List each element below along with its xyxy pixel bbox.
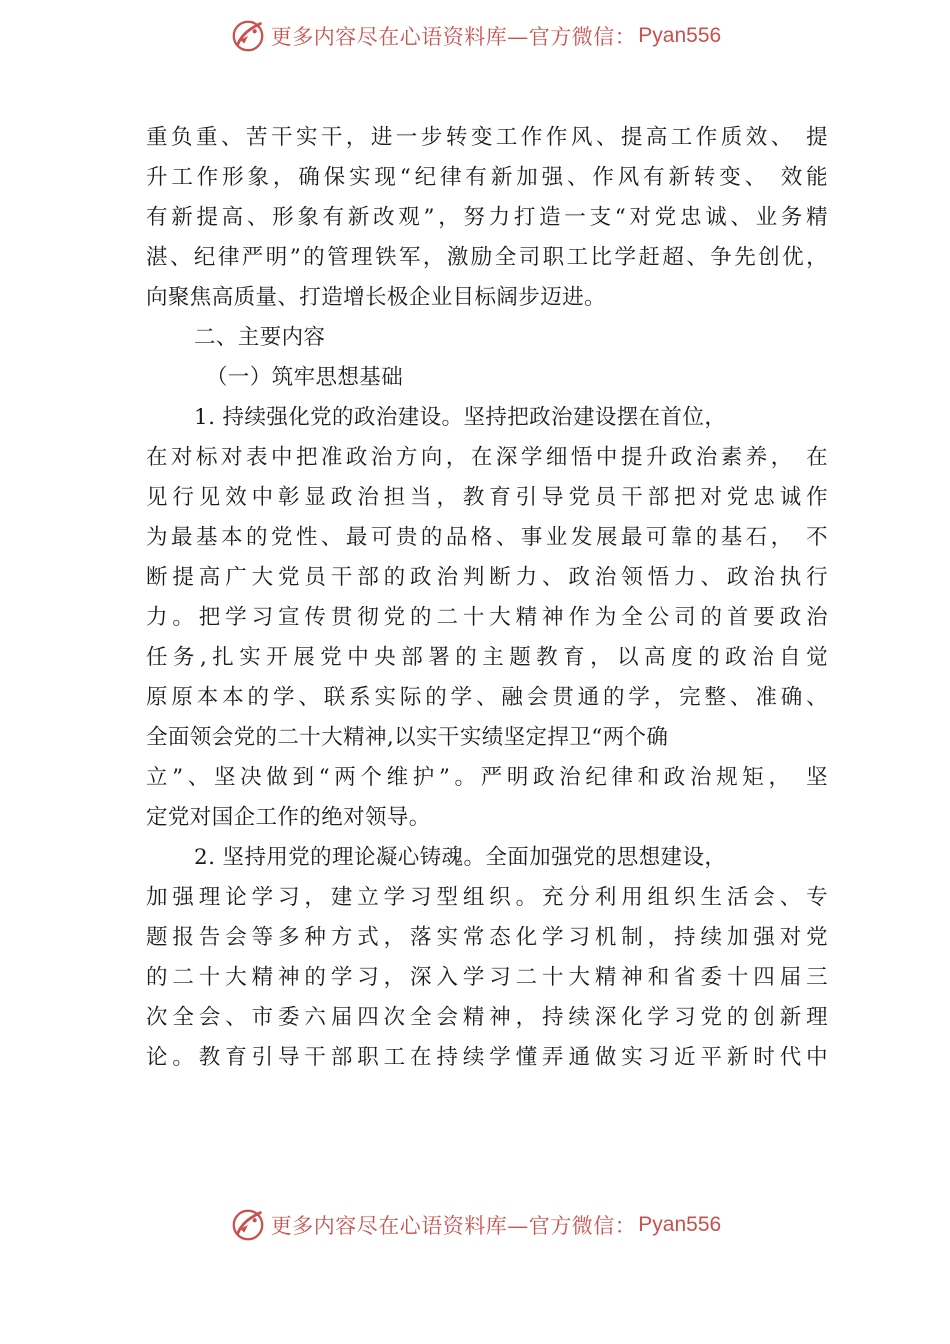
body-line: 为最基本的党性、最可贵的品格、事业发展最可靠的基石， 不: [146, 525, 828, 550]
banner-wechat-handle: Pyan556: [638, 1213, 722, 1236]
body-line: 原原本本的学、联系实际的学、融会贯通的学，完整、准确、: [146, 685, 828, 710]
pen-logo-icon: [229, 17, 267, 55]
banner-text: 更多内容尽在心语资料库—官方微信：: [270, 25, 637, 49]
footer-banner: [0, 1203, 950, 1247]
body-line: 全面领会党的二十大精神,以实干实绩坚定捍卫“两个确: [146, 725, 669, 750]
header-banner: [0, 14, 950, 58]
body-line: 的二十大精神的学习，深入学习二十大精神和省委十四届三: [146, 965, 828, 990]
section-heading: 二、主要内容: [194, 325, 326, 350]
body-line: 湛、纪律严明”的管理铁军，激励全司职工比学赶超、争先创优，: [146, 245, 828, 270]
body-line: 重负重、苦干实干，进一步转变工作作风、提高工作质效、 提: [146, 125, 828, 150]
body-line: 定党对国企工作的绝对领导。: [146, 805, 431, 830]
body-line: 题报告会等多种方式，落实常态化学习机制，持续加强对党: [146, 925, 828, 950]
body-line: 次全会、市委六届四次全会精神，持续深化学习党的创新理: [146, 1005, 828, 1030]
body-line: 加强理论学习，建立学习型组织。充分利用组织生活会、专: [146, 885, 828, 910]
banner-wechat-handle: Pyan556: [638, 24, 722, 47]
body-line: 断提高广大党员干部的政治判断力、政治领悟力、政治执行: [146, 565, 828, 590]
body-line: 向聚焦高质量、打造增长极企业目标阔步迈进。: [146, 285, 606, 310]
body-line: 论。教育引导干部职工在持续学懂弄通做实习近平新时代中: [146, 1045, 828, 1070]
body-line: 力。把学习宣传贯彻党的二十大精神作为全公司的首要政治: [146, 605, 828, 630]
pen-logo-icon: [229, 1206, 267, 1244]
body-line: 有新提高、形象有新改观”，努力打造一支“对党忠诚、业务精: [146, 205, 828, 230]
document-body: [146, 118, 828, 1078]
body-line: 任务,扎实开展党中央部署的主题教育，以高度的政治自觉: [146, 645, 828, 670]
body-line: 在对标对表中把准政治方向，在深学细悟中提升政治素养， 在: [146, 445, 828, 470]
body-line: 升工作形象，确保实现“纪律有新加强、作风有新转变、 效能: [146, 165, 828, 190]
paragraph-start: 1. 持续强化党的政治建设。坚持把政治建设摆在首位，: [194, 405, 727, 430]
subsection-heading: （一）筑牢思想基础: [206, 365, 404, 390]
body-line: 立”、坚决做到“两个维护”。严明政治纪律和政治规矩， 坚: [146, 765, 828, 790]
paragraph-start: 2. 坚持用党的理论凝心铸魂。全面加强党的思想建设，: [194, 845, 727, 870]
banner-text: 更多内容尽在心语资料库—官方微信：: [270, 1214, 637, 1238]
body-line: 见行见效中彰显政治担当，教育引导党员干部把对党忠诚作: [146, 485, 828, 510]
